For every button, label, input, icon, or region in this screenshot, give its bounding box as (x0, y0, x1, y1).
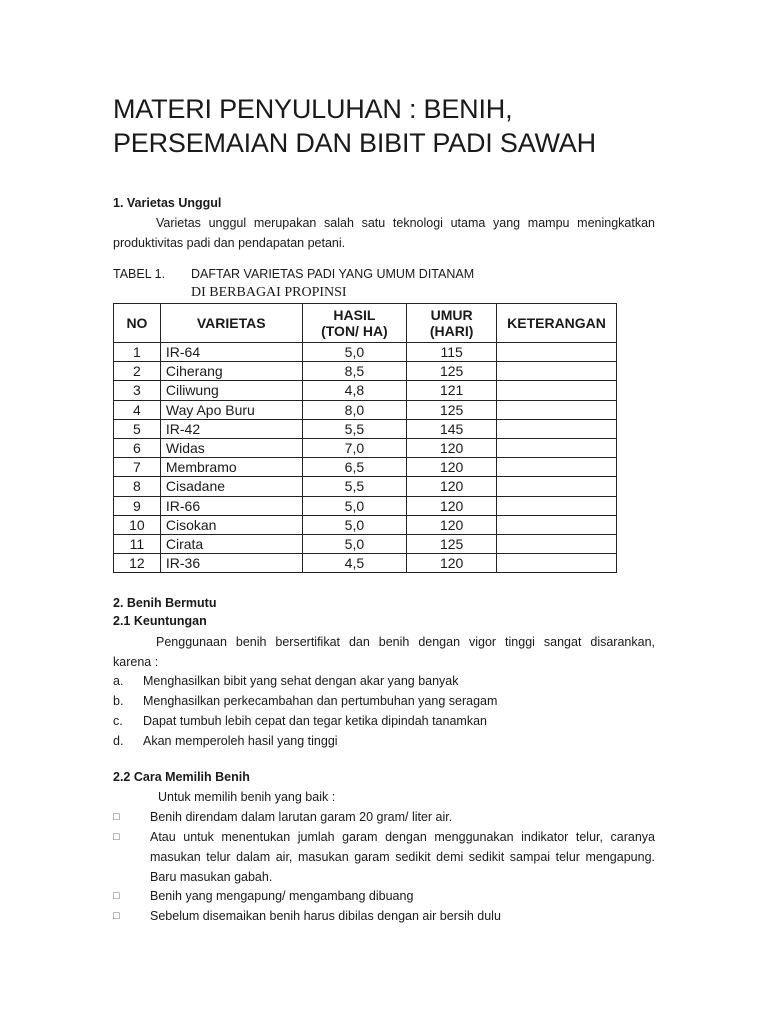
table-header-row (114, 304, 617, 343)
header-hasil: HASIL (TON/ HA) (302, 304, 407, 343)
cell-no: 5 (114, 419, 161, 438)
list-marker: c. (113, 714, 123, 728)
list-marker: d. (113, 734, 124, 748)
list-item-text: Dapat tumbuh lebih cepat dan tegar ketika dipindah tanamkan (143, 714, 487, 728)
cell-varietas: Ciherang (160, 362, 302, 381)
bullet-item-text: Atau untuk menentukan jumlah garam dengan menggunakan indikator telur, caranya masukan telur dalam air, masukan garam sedikit demi sedikit sampai telur mengapung. Baru masukan gabah. (150, 830, 655, 884)
table-row (114, 458, 617, 477)
cell-keterangan (497, 419, 617, 438)
cell-keterangan (497, 554, 617, 573)
section-2-2-heading: 2.2 Cara Memilih Benih (113, 770, 250, 784)
list-marker: b. (113, 694, 124, 708)
table-row (114, 419, 617, 438)
cell-varietas: Cisadane (160, 477, 302, 496)
cell-varietas: Membramo (160, 458, 302, 477)
cell-keterangan (497, 496, 617, 515)
checkbox-bullet-icon: □ (113, 811, 120, 823)
cell-varietas: IR-42 (160, 419, 302, 438)
section-2-1-heading: 2.1 Keuntungan (113, 614, 207, 628)
cell-umur: 120 (407, 496, 497, 515)
varieties-table (113, 303, 617, 573)
cell-varietas: IR-66 (160, 496, 302, 515)
cell-umur: 145 (407, 419, 497, 438)
cell-keterangan (497, 362, 617, 381)
section-1-paragraph-line-2: produktivitas padi dan pendapatan petani. (113, 236, 346, 250)
cell-umur: 125 (407, 534, 497, 553)
bullet-item-text: Benih direndam dalam larutan garam 20 gram/ liter air. (150, 810, 453, 824)
cell-no: 1 (114, 343, 161, 362)
table-row (114, 343, 617, 362)
section-1-heading: 1. Varietas Unggul (113, 196, 222, 210)
cell-umur: 120 (407, 477, 497, 496)
list-item (113, 731, 338, 751)
cell-no: 10 (114, 515, 161, 534)
cell-keterangan (497, 477, 617, 496)
cell-umur: 115 (407, 343, 497, 362)
bullet-item (113, 906, 655, 926)
section-2-1-paragraph-line-2: karena : (113, 655, 159, 669)
bullet-item-text: Sebelum disemaikan benih harus dibilas dengan air bersih dulu (150, 909, 501, 923)
table-row (114, 477, 617, 496)
section-1-paragraph-line-1: Varietas unggul merupakan salah satu teknologi utama yang mampu meningkatkan (156, 216, 655, 230)
table-caption (113, 267, 474, 281)
cell-keterangan (497, 343, 617, 362)
cell-keterangan (497, 438, 617, 457)
cell-umur: 121 (407, 381, 497, 400)
cell-hasil: 8,5 (302, 362, 407, 381)
document-title (113, 92, 673, 160)
list-item-text: Menghasilkan bibit yang sehat dengan akar yang banyak (143, 674, 459, 688)
cell-no: 8 (114, 477, 161, 496)
table-caption-label: TABEL 1. (113, 267, 166, 281)
cell-hasil: 6,5 (302, 458, 407, 477)
cell-umur: 120 (407, 438, 497, 457)
cell-umur: 120 (407, 458, 497, 477)
section-2-heading: 2. Benih Bermutu (113, 596, 217, 610)
bullet-item (113, 827, 655, 887)
bullet-item (113, 886, 655, 906)
title-line-1: MATERI PENYULUHAN : BENIH, (113, 94, 513, 124)
table-row (114, 496, 617, 515)
checkbox-bullet-icon: □ (113, 890, 120, 902)
section-2-2-intro: Untuk memilih benih yang baik : (158, 790, 336, 804)
table-caption-line-2: DI BERBAGAI PROPINSI (191, 285, 347, 300)
cell-keterangan (497, 515, 617, 534)
cell-no: 9 (114, 496, 161, 515)
cell-varietas: Widas (160, 438, 302, 457)
table-row (114, 381, 617, 400)
cell-varietas: Cisokan (160, 515, 302, 534)
cell-no: 2 (114, 362, 161, 381)
list-marker: a. (113, 674, 124, 688)
checkbox-bullet-icon: □ (113, 831, 120, 843)
cell-varietas: IR-36 (160, 554, 302, 573)
list-item (113, 671, 459, 691)
cell-no: 6 (114, 438, 161, 457)
cell-varietas: Cirata (160, 534, 302, 553)
table-caption-text: DAFTAR VARIETAS PADI YANG UMUM DITANAM (191, 267, 475, 281)
cell-hasil: 5,5 (302, 419, 407, 438)
cell-hasil: 7,0 (302, 438, 407, 457)
header-no: NO (114, 304, 161, 343)
cell-varietas: Ciliwung (160, 381, 302, 400)
table-row (114, 534, 617, 553)
table-row (114, 362, 617, 381)
bullet-item-text: Benih yang mengapung/ mengambang dibuang (150, 889, 414, 903)
cell-umur: 120 (407, 515, 497, 534)
table-row (114, 438, 617, 457)
list-item-text: Akan memperoleh hasil yang tinggi (143, 734, 338, 748)
cell-varietas: Way Apo Buru (160, 400, 302, 419)
cell-hasil: 4,8 (302, 381, 407, 400)
cell-hasil: 8,0 (302, 400, 407, 419)
table-row (114, 554, 617, 573)
cell-no: 4 (114, 400, 161, 419)
cell-umur: 125 (407, 362, 497, 381)
cell-hasil: 5,0 (302, 515, 407, 534)
cell-keterangan (497, 534, 617, 553)
header-umur: UMUR (HARI) (407, 304, 497, 343)
list-item (113, 691, 497, 711)
cell-keterangan (497, 400, 617, 419)
cell-varietas: IR-64 (160, 343, 302, 362)
title-line-2: PERSEMAIAN DAN BIBIT PADI SAWAH (113, 128, 596, 158)
cell-no: 12 (114, 554, 161, 573)
cell-no: 11 (114, 534, 161, 553)
cell-hasil: 5,5 (302, 477, 407, 496)
list-item-text: Menghasilkan perkecambahan dan pertumbuhan yang seragam (143, 694, 498, 708)
table-row (114, 515, 617, 534)
bullet-item (113, 807, 655, 827)
cell-hasil: 4,5 (302, 554, 407, 573)
cell-no: 3 (114, 381, 161, 400)
checkbox-bullet-icon: □ (113, 910, 120, 922)
cell-keterangan (497, 381, 617, 400)
section-2-1-paragraph-line-1: Penggunaan benih bersertifikat dan benih dengan vigor tinggi sangat disarankan, (156, 635, 655, 649)
cell-hasil: 5,0 (302, 534, 407, 553)
cell-umur: 125 (407, 400, 497, 419)
cell-hasil: 5,0 (302, 496, 407, 515)
table-row (114, 400, 617, 419)
cell-keterangan (497, 458, 617, 477)
header-varietas: VARIETAS (160, 304, 302, 343)
header-keterangan: KETERANGAN (497, 304, 617, 343)
cell-no: 7 (114, 458, 161, 477)
list-item (113, 711, 487, 731)
cell-umur: 120 (407, 554, 497, 573)
cell-hasil: 5,0 (302, 343, 407, 362)
